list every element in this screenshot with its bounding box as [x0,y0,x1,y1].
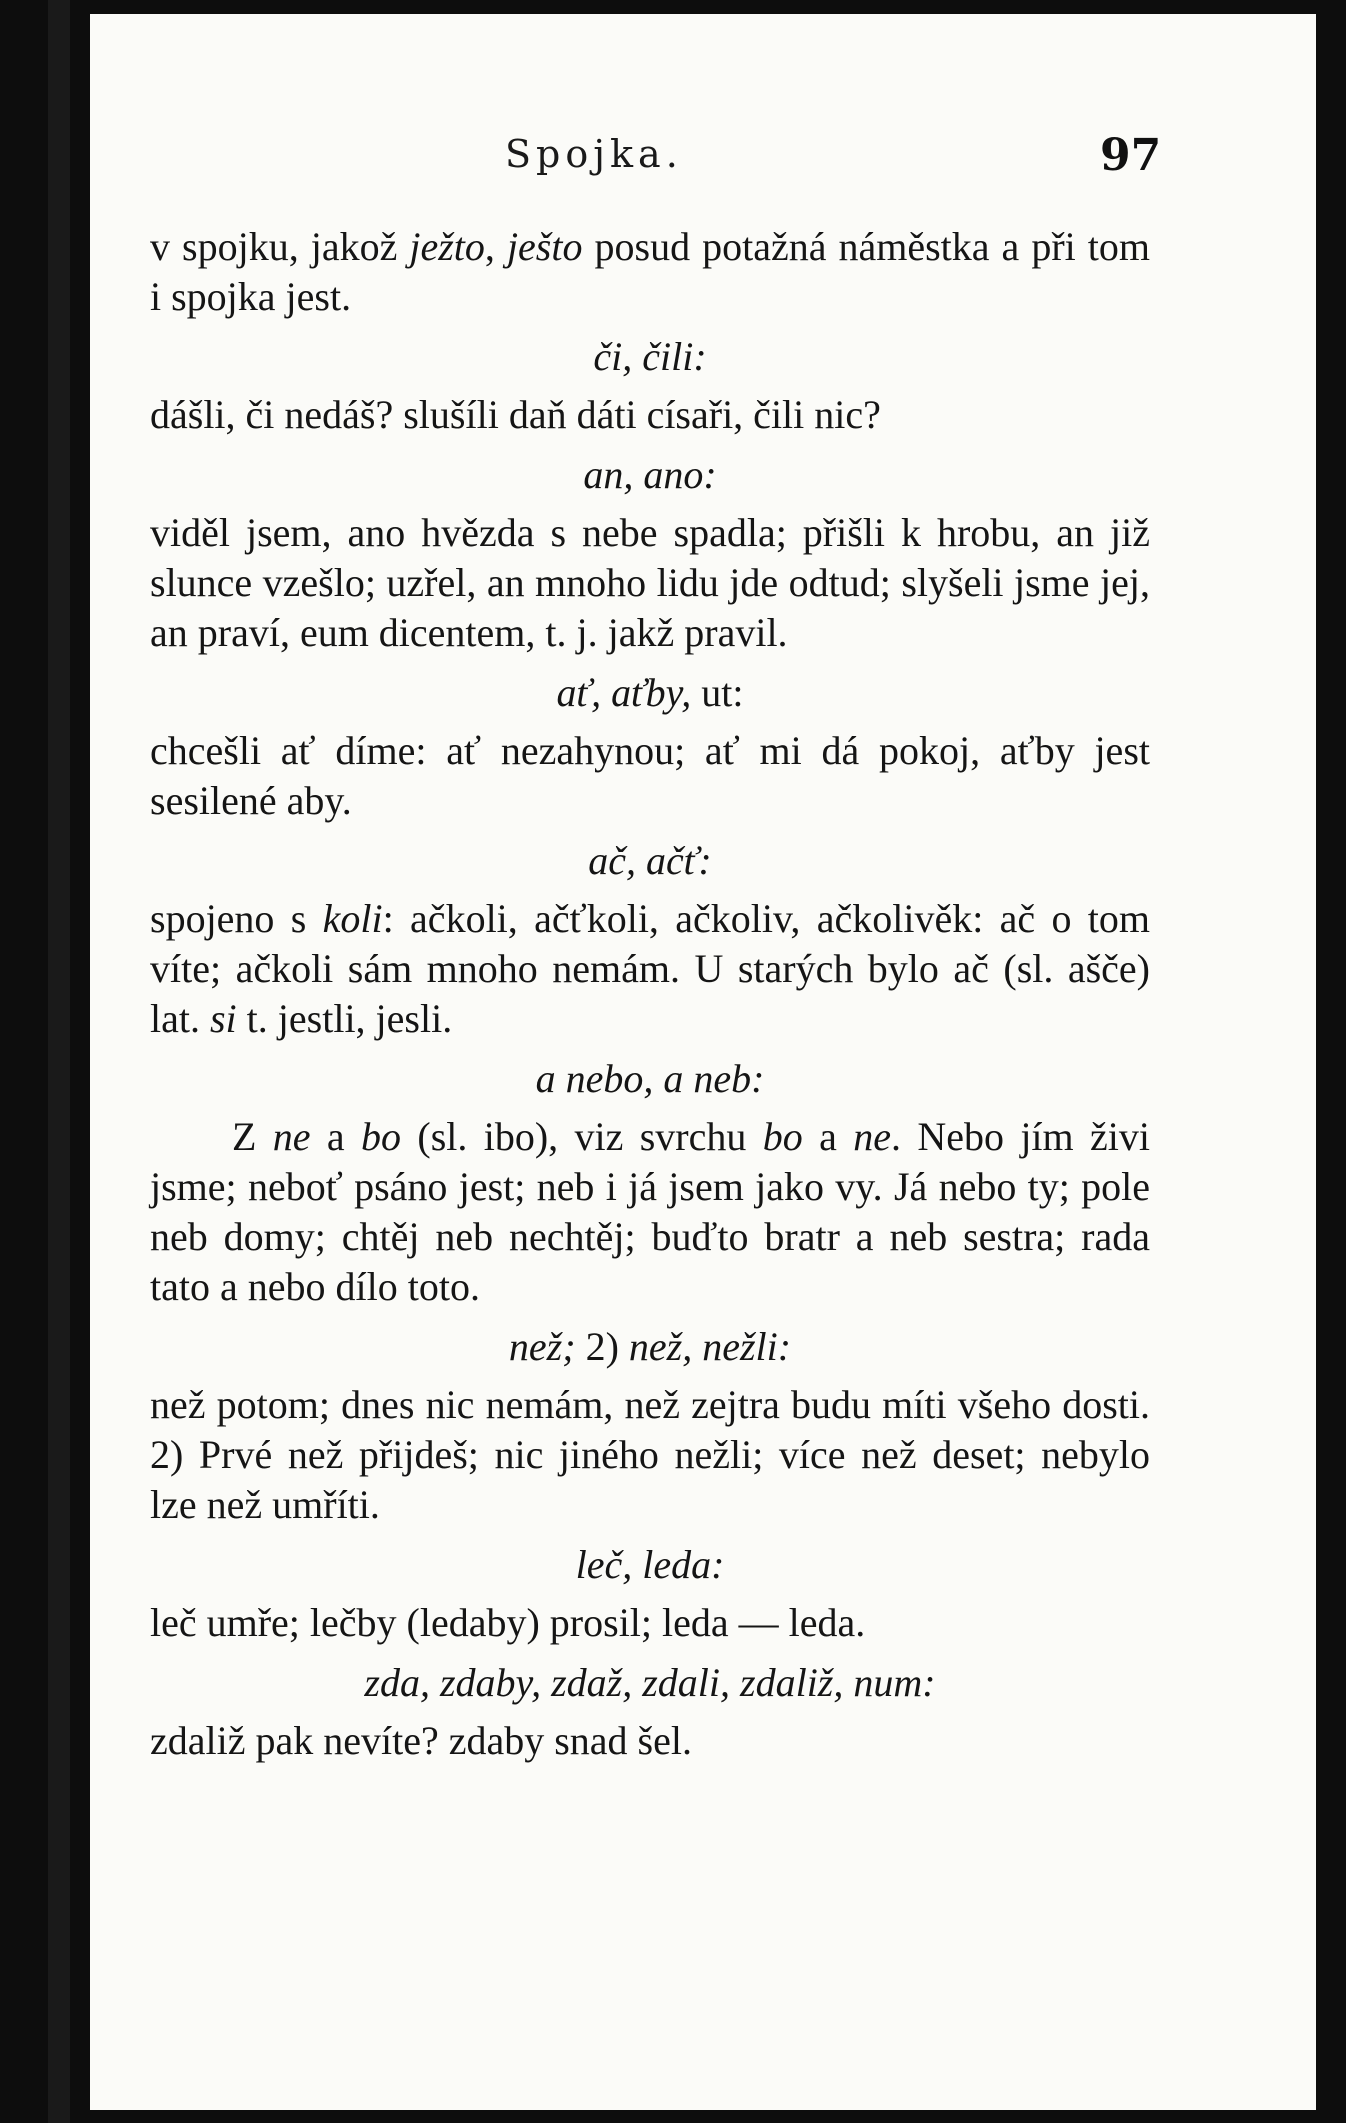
paragraph-intro [150,222,1150,322]
paragraph-zda: zdaliž pak nevíte? zdaby snad šel. [150,1718,692,1763]
page-body [150,222,1150,1766]
running-header: Spojka. [505,132,683,176]
italic-term: ješto [506,224,583,269]
page-number: 97 [1100,130,1162,181]
book-spine [48,0,70,2123]
paragraph-at: chcešli ať díme: ať nezahynou; ať mi dá pokoj, aťby jest sesilené aby. [150,728,1150,823]
heading-number: 2) [585,1324,619,1369]
section-heading-ci: či, čili: [593,334,707,379]
italic-term: bo [361,1114,402,1159]
italic-term: koli [322,896,383,941]
section-heading-an: an, ano: [583,452,717,497]
section-heading-at [150,668,1150,718]
text-run: , [484,224,507,269]
text-run: posud potažná náměstka a při tom i spojka jest. [150,224,1150,319]
text-run: spojeno s [150,896,323,941]
italic-term: ježto [409,224,485,269]
section-heading-zda: zda, zdaby, zdaž, zdali, zdaliž, num: [364,1660,936,1705]
paragraph-ci: dášli, či nedáš? slušíli daň dáti císaři, čili nic? [150,392,881,437]
italic-term: si [209,996,237,1041]
text-run: t. jestli, jesli. [236,996,453,1041]
text-run: . Nebo jím živi jsme; neboť psáno jest; neb i já jsem jako vy. Já nebo ty; pole neb domy; chtěj neb nechtěj; buďto bratr a neb sestra; rada tato a nebo dílo toto. [150,1114,1150,1309]
section-heading-nez [150,1322,1150,1372]
book-page [90,14,1316,2110]
text-run: v spojku, jakož [150,224,410,269]
italic-term: ne [272,1114,311,1159]
paragraph-nez: než potom; dnes nic nemám, než zejtra budu míti všeho dosti. 2) Prvé než přijdeš; nic jiného nežli; více než deset; nebylo lze než umříti. [150,1382,1150,1527]
heading-italic: ať, aťby, [556,670,692,715]
paragraph-ac [150,894,1150,1044]
text-run: a [802,1114,854,1159]
heading-italic: než, nežli: [618,1324,792,1369]
heading-italic: než; [508,1324,586,1369]
section-heading-anebo: a nebo, a neb: [535,1056,765,1101]
section-heading-ac: ač, ačť: [588,838,712,883]
text-run: (sl. ibo), viz svrchu [401,1114,763,1159]
text-run: a [310,1114,362,1159]
paragraph-anebo [150,1112,1150,1312]
paragraph-an: viděl jsem, ano hvězda s nebe spadla; přišli k hrobu, an již slunce vzešlo; uzřel, an mnoho lidu jde odtud; slyšeli jsme jej, an praví, eum dicentem, t. j. jakž pravil. [150,510,1150,655]
section-heading-lec: leč, leda: [575,1542,725,1587]
italic-term: ne [853,1114,891,1159]
paragraph-lec: leč umře; lečby (ledaby) prosil; leda — leda. [150,1600,866,1645]
italic-term: bo [762,1114,803,1159]
heading-upright: ut: [691,670,744,715]
text-run: Z [232,1114,273,1159]
text-run: : ačkoli, ačťkoli, ačkoliv, ačkolivěk: ač o tom víte; ačkoli sám mnoho nemám. U starých bylo ač (sl. ašče) lat. [150,896,1150,1041]
